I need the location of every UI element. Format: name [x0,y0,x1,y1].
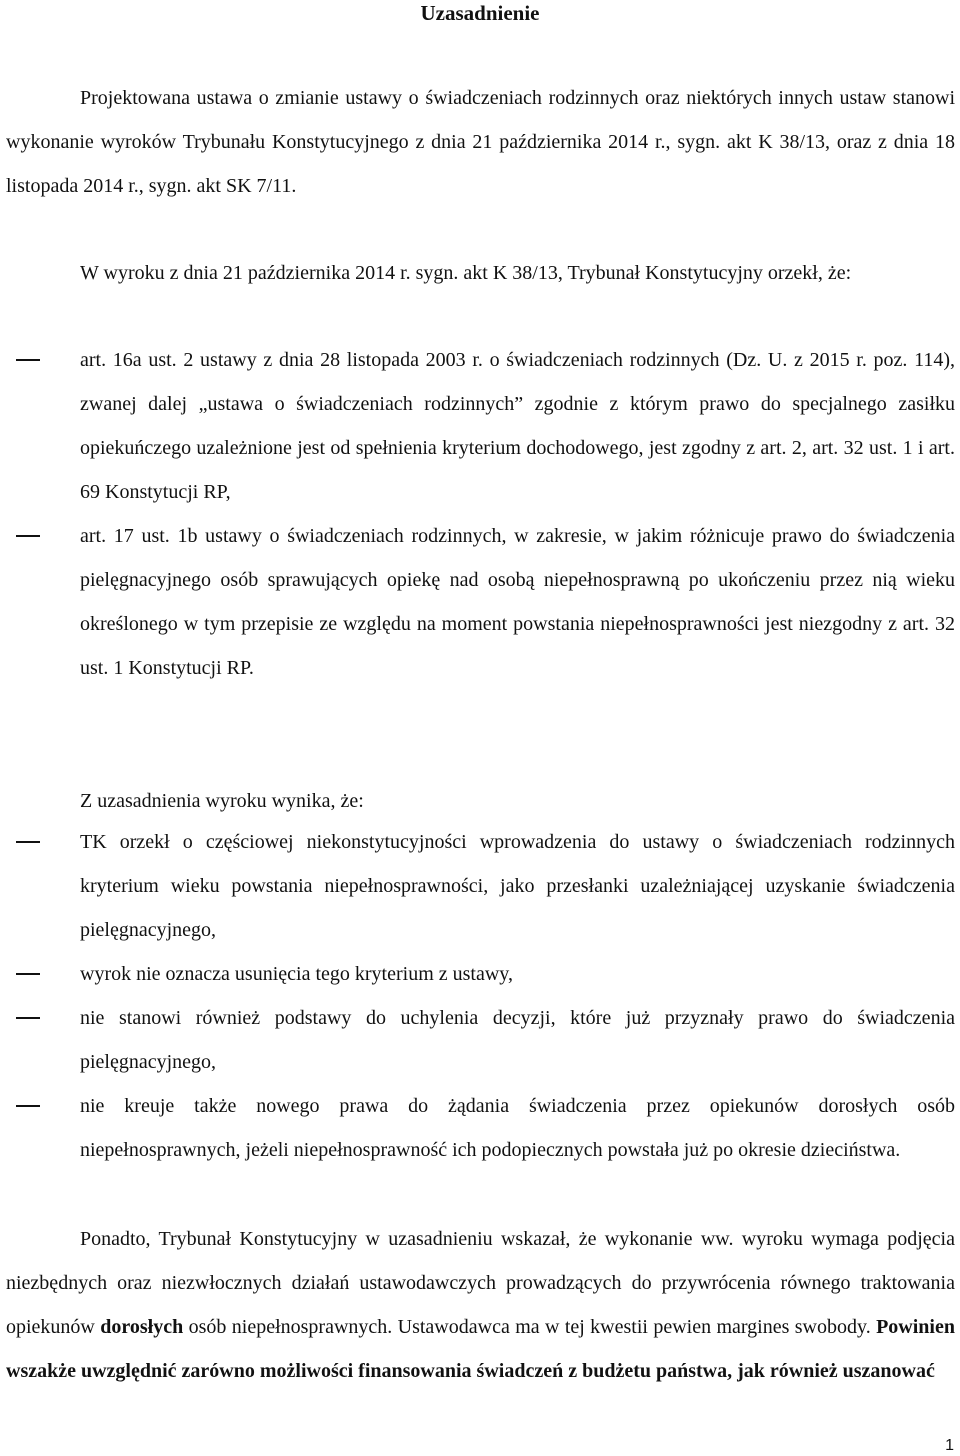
list-item [6,338,955,514]
intro-paragraph: Projektowana ustawa o zmianie ustawy o świadczeniach rodzinnych oraz niektórych innych ustaw stanowi wykonanie wyroków Trybunału Konstytucyjnego z dnia 21 października 2014 r., sygn. akt K 38/13, oraz z dnia 18 listopada 2014 r., sygn. akt SK 7/11. [6,87,955,197]
ruling-lead-paragraph: W wyroku z dnia 21 października 2014 r. sygn. akt K 38/13, Trybunał Konstytucyjny orzekł, że: [80,262,852,284]
list-item [6,820,955,952]
closing-bold-sentence: Powinien wszakże uwzględnić zarówno możliwości finansowania świadczeń z budżetu państwa, jak również uszanować [6,1316,955,1382]
dash-bullet-icon [16,1105,40,1107]
list-item [6,996,955,1084]
page-number: 1 [945,1437,954,1454]
closing-bold-dorosłych: dorosłych [100,1316,184,1338]
list-item [6,1084,955,1172]
list-item-text: art. 17 ust. 1b ustawy o świadczeniach rodzinnych, w zakresie, w jakim różnicuje prawo do świadczenia pielęgnacyjnego osób sprawujących opiekę nad osobą niepełnosprawną po ukończeniu przez nią wieku określonego w tym przepisie ze względu na moment powstania niepełnosprawności jest niezgodny z art. 32 ust. 1 Konstytucji RP. [80,525,955,679]
closing-paragraph [6,1217,955,1393]
dash-bullet-icon [16,359,40,361]
list-item-text: art. 16a ust. 2 ustawy z dnia 28 listopada 2003 r. o świadczeniach rodzinnych (Dz. U. z 2015 r. poz. 114), zwanej dalej „ustawa o świadczeniach rodzinnych” zgodnie z którym prawo do specjalnego zasiłku opiekuńczego uzależnione jest od spełnienia kryterium dochodowego, jest zgodny z art. 2, art. 32 ust. 1 i art. 69 Konstytucji RP, [80,349,955,503]
justification-list [6,820,955,1172]
dash-bullet-icon [16,535,40,537]
list-item-text: wyrok nie oznacza usunięcia tego kryterium z ustawy, [80,963,513,985]
list-item-text: nie kreuje także nowego prawa do żądania świadczenia przez opiekunów dorosłych osób niepełnosprawnych, jeżeli niepełnosprawność ich podopiecznych powstała już po okresie dzieciństwa. [80,1095,955,1161]
list-item [6,952,955,996]
list-item [6,514,955,690]
list-item-text: TK orzekł o częściowej niekonstytucyjności wprowadzenia do ustawy o świadczeniach rodzinnych kryterium wieku powstania niepełnosprawności, jako przesłanki uzależniającej uzyskanie świadczenia pielęgnacyjnego, [80,831,955,941]
justification-lead: Z uzasadnienia wyroku wynika, że: [80,790,364,812]
document-title: Uzasadnienie [420,1,540,25]
ruling-list [6,338,955,690]
closing-text-part2: osób niepełnosprawnych. Ustawodawca ma w tej kwestii pewien margines swobody. [183,1316,877,1338]
dash-bullet-icon [16,1017,40,1019]
dash-bullet-icon [16,973,40,975]
dash-bullet-icon [16,841,40,843]
list-item-text: nie stanowi również podstawy do uchylenia decyzji, które już przyznały prawo do świadczenia pielęgnacyjnego, [80,1007,955,1073]
closing-text-part1: Ponadto, Trybunał Konstytucyjny w uzasadnieniu wskazał, że wykonanie ww. wyroku wymaga podjęcia niezbędnych oraz niezwłocznych działań ustawodawczych prowadzących do przywrócenia równego traktowania opiekunów [6,1228,955,1338]
